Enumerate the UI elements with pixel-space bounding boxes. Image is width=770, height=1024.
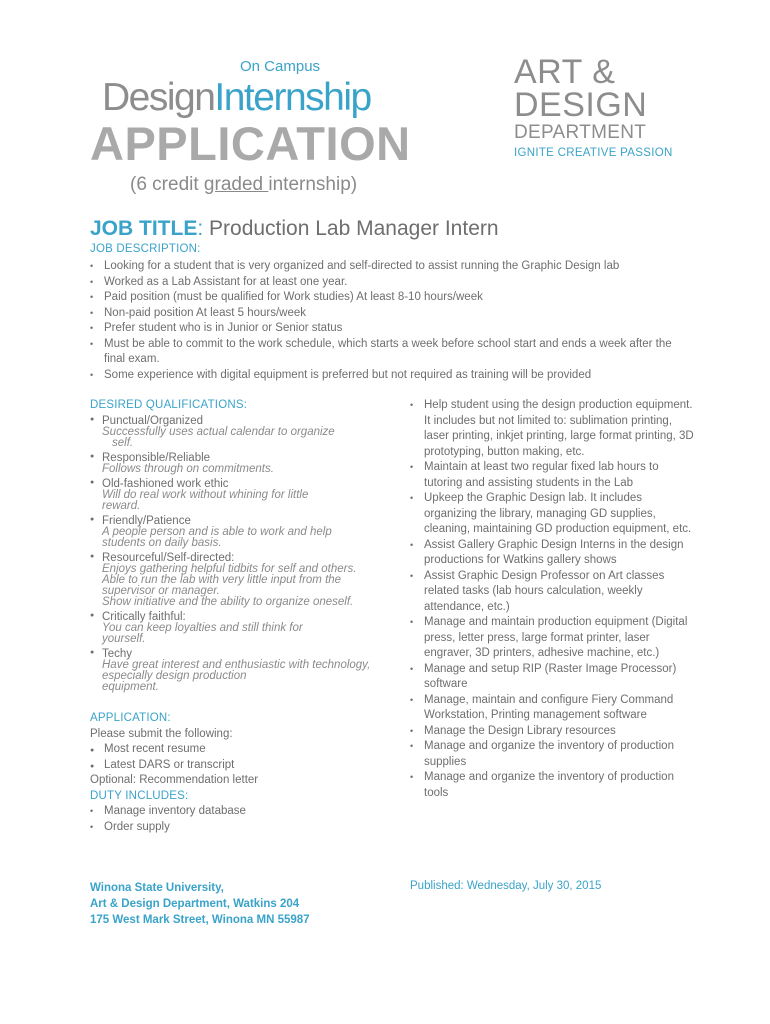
title-design: Design (102, 76, 215, 119)
list-item: ● Most recent resume (90, 742, 390, 758)
qualifications-list (90, 415, 390, 693)
job-title-value: Production Lab Manager Intern (203, 217, 499, 240)
qualification-title: ● Friendly/Patience (102, 515, 191, 527)
job-title (90, 217, 499, 241)
qualification-item (90, 515, 390, 549)
duty-label: DUTY INCLUDES: (90, 789, 189, 802)
application-list (90, 742, 390, 773)
qualification-desc: Enjoys gathering helpful tidbits for self and others. (102, 563, 357, 575)
credit-prefix: (6 credit (130, 174, 204, 195)
application-optional: Optional: Recommendation letter (90, 774, 259, 786)
qualifications-label: DESIRED QUALIFICATIONS: (90, 399, 248, 411)
qualification-item (90, 648, 390, 693)
address-line-1: Winona State University, (90, 882, 224, 894)
on-campus-label: On Campus (240, 58, 321, 75)
qualification-title: ● Responsible/Reliable (102, 452, 211, 464)
title-internship: Internship (214, 76, 371, 119)
address-line-2: Art & Design Department, Watkins 204 (90, 898, 300, 910)
qualification-desc: Show initiative and the ability to organize oneself. (102, 596, 354, 608)
qualification-desc: students on daily basis. (102, 537, 222, 549)
qualification-desc: yourself. (102, 633, 146, 645)
list-item: • Prefer student who is in Junior or Senior status (90, 321, 690, 337)
list-item: • Order supply (90, 820, 390, 836)
list-item: ● Latest DARS or transcript (90, 758, 390, 774)
qualification-desc: self. (112, 437, 134, 449)
left-column (90, 399, 390, 835)
list-item: • Manage and setup RIP (Raster Image Processor) software (410, 662, 700, 693)
qualification-desc: Will do real work without whining for little (102, 489, 309, 501)
qualification-desc: reward. (102, 500, 141, 512)
duty-list (90, 804, 390, 835)
list-item: • Assist Graphic Design Professor on Art classes related tasks (lab hours calculation, weekly attendance, etc.) (410, 569, 700, 616)
qualification-desc: You can keep loyalties and still think for (102, 622, 303, 634)
job-description-list (90, 259, 690, 383)
qualification-desc: Follows through on commitments. (102, 463, 274, 475)
qualification-desc: Able to run the lab with very little input from the supervisor or manager. (102, 574, 342, 597)
page-title (102, 76, 371, 120)
qualification-title: ● Critically faithful: (102, 611, 186, 623)
qualification-item (90, 452, 390, 475)
logo-line-2: DESIGN (514, 86, 648, 124)
logo-line-1: ART & (514, 53, 616, 91)
list-item: • Manage and maintain production equipment (Digital press, letter press, large format printer, laser engraver, 3D printers, adhesive machine, etc.) (410, 615, 700, 662)
responsibilities-list (410, 398, 700, 801)
qualification-desc: equipment. (102, 681, 159, 693)
qualification-title: ● Techy (102, 648, 133, 660)
list-item: • Maintain at least two regular fixed lab hours to tutoring and assisting students in the Lab (410, 460, 700, 491)
list-item: • Worked as a Lab Assistant for at least one year. (90, 275, 690, 291)
list-item: • Must be able to commit to the work schedule, which starts a week before school start and ends a week after the final exam. (90, 337, 690, 368)
qualification-desc: Successfully uses actual calendar to organize (102, 426, 335, 438)
credit-note (130, 174, 357, 196)
list-item: • Paid position (must be qualified for Work studies) At least 8-10 hours/week (90, 290, 690, 306)
list-item: • Manage inventory database (90, 804, 390, 820)
qualification-item (90, 478, 390, 512)
list-item: • Looking for a student that is very organized and self-directed to assist running the Graphic Design lab (90, 259, 690, 275)
logo-tagline: IGNITE CREATIVE PASSION (514, 147, 673, 159)
application-section (90, 711, 390, 835)
list-item: • Upkeep the Graphic Design lab. It includes organizing the library, managing GD supplies, cleaning, maintaining GD production equipment, etc. (410, 491, 700, 538)
list-item: • Manage, maintain and configure Fiery Command Workstation, Printing management software (410, 693, 700, 724)
qualification-title: ● Resourceful/Self-directed: (102, 552, 235, 564)
list-item: • Assist Gallery Graphic Design Interns in the design productions for Watkins gallery shows (410, 538, 700, 569)
list-item: • Non-paid position At least 5 hours/week (90, 306, 690, 322)
job-title-colon: : (197, 217, 204, 240)
address-line-3: 175 West Mark Street, Winona MN 55987 (90, 914, 310, 926)
qualification-item (90, 415, 390, 449)
list-item: • Manage and organize the inventory of production tools (410, 770, 700, 801)
qualification-desc: A people person and is able to work and help (102, 526, 332, 538)
department-logo (514, 53, 714, 162)
list-item: • Manage and organize the inventory of production supplies (410, 739, 700, 770)
published-date: Published: Wednesday, July 30, 2015 (410, 880, 602, 892)
qualification-title: ● Punctual/Organized (102, 415, 204, 427)
list-item: • Help student using the design production equipment. It includes but not limited to: sublimation printing, laser printing, inkjet printing, large format printing, 3D prototyping, button making, etc. (410, 398, 700, 460)
qualification-item (90, 611, 390, 645)
job-title-label: JOB TITLE (90, 217, 198, 240)
logo-line-3: DEPARTMENT (514, 122, 647, 143)
application-label: APPLICATION: (90, 712, 171, 724)
application-heading: APPLICATION (90, 117, 411, 170)
footer-address (90, 880, 310, 928)
list-item: • Manage the Design Library resources (410, 724, 700, 740)
credit-graded: graded (203, 174, 269, 195)
list-item: • Some experience with digital equipment is preferred but not required as training will be provided (90, 368, 690, 384)
job-description-label: JOB DESCRIPTION: (90, 243, 201, 255)
qualification-item (90, 552, 390, 608)
qualification-desc: Have great interest and enthusiastic with technology, especially design production (102, 659, 371, 682)
application-intro: Please submit the following: (90, 727, 233, 740)
credit-suffix: internship) (268, 174, 358, 195)
qualification-title: ● Old-fashioned work ethic (102, 478, 229, 490)
